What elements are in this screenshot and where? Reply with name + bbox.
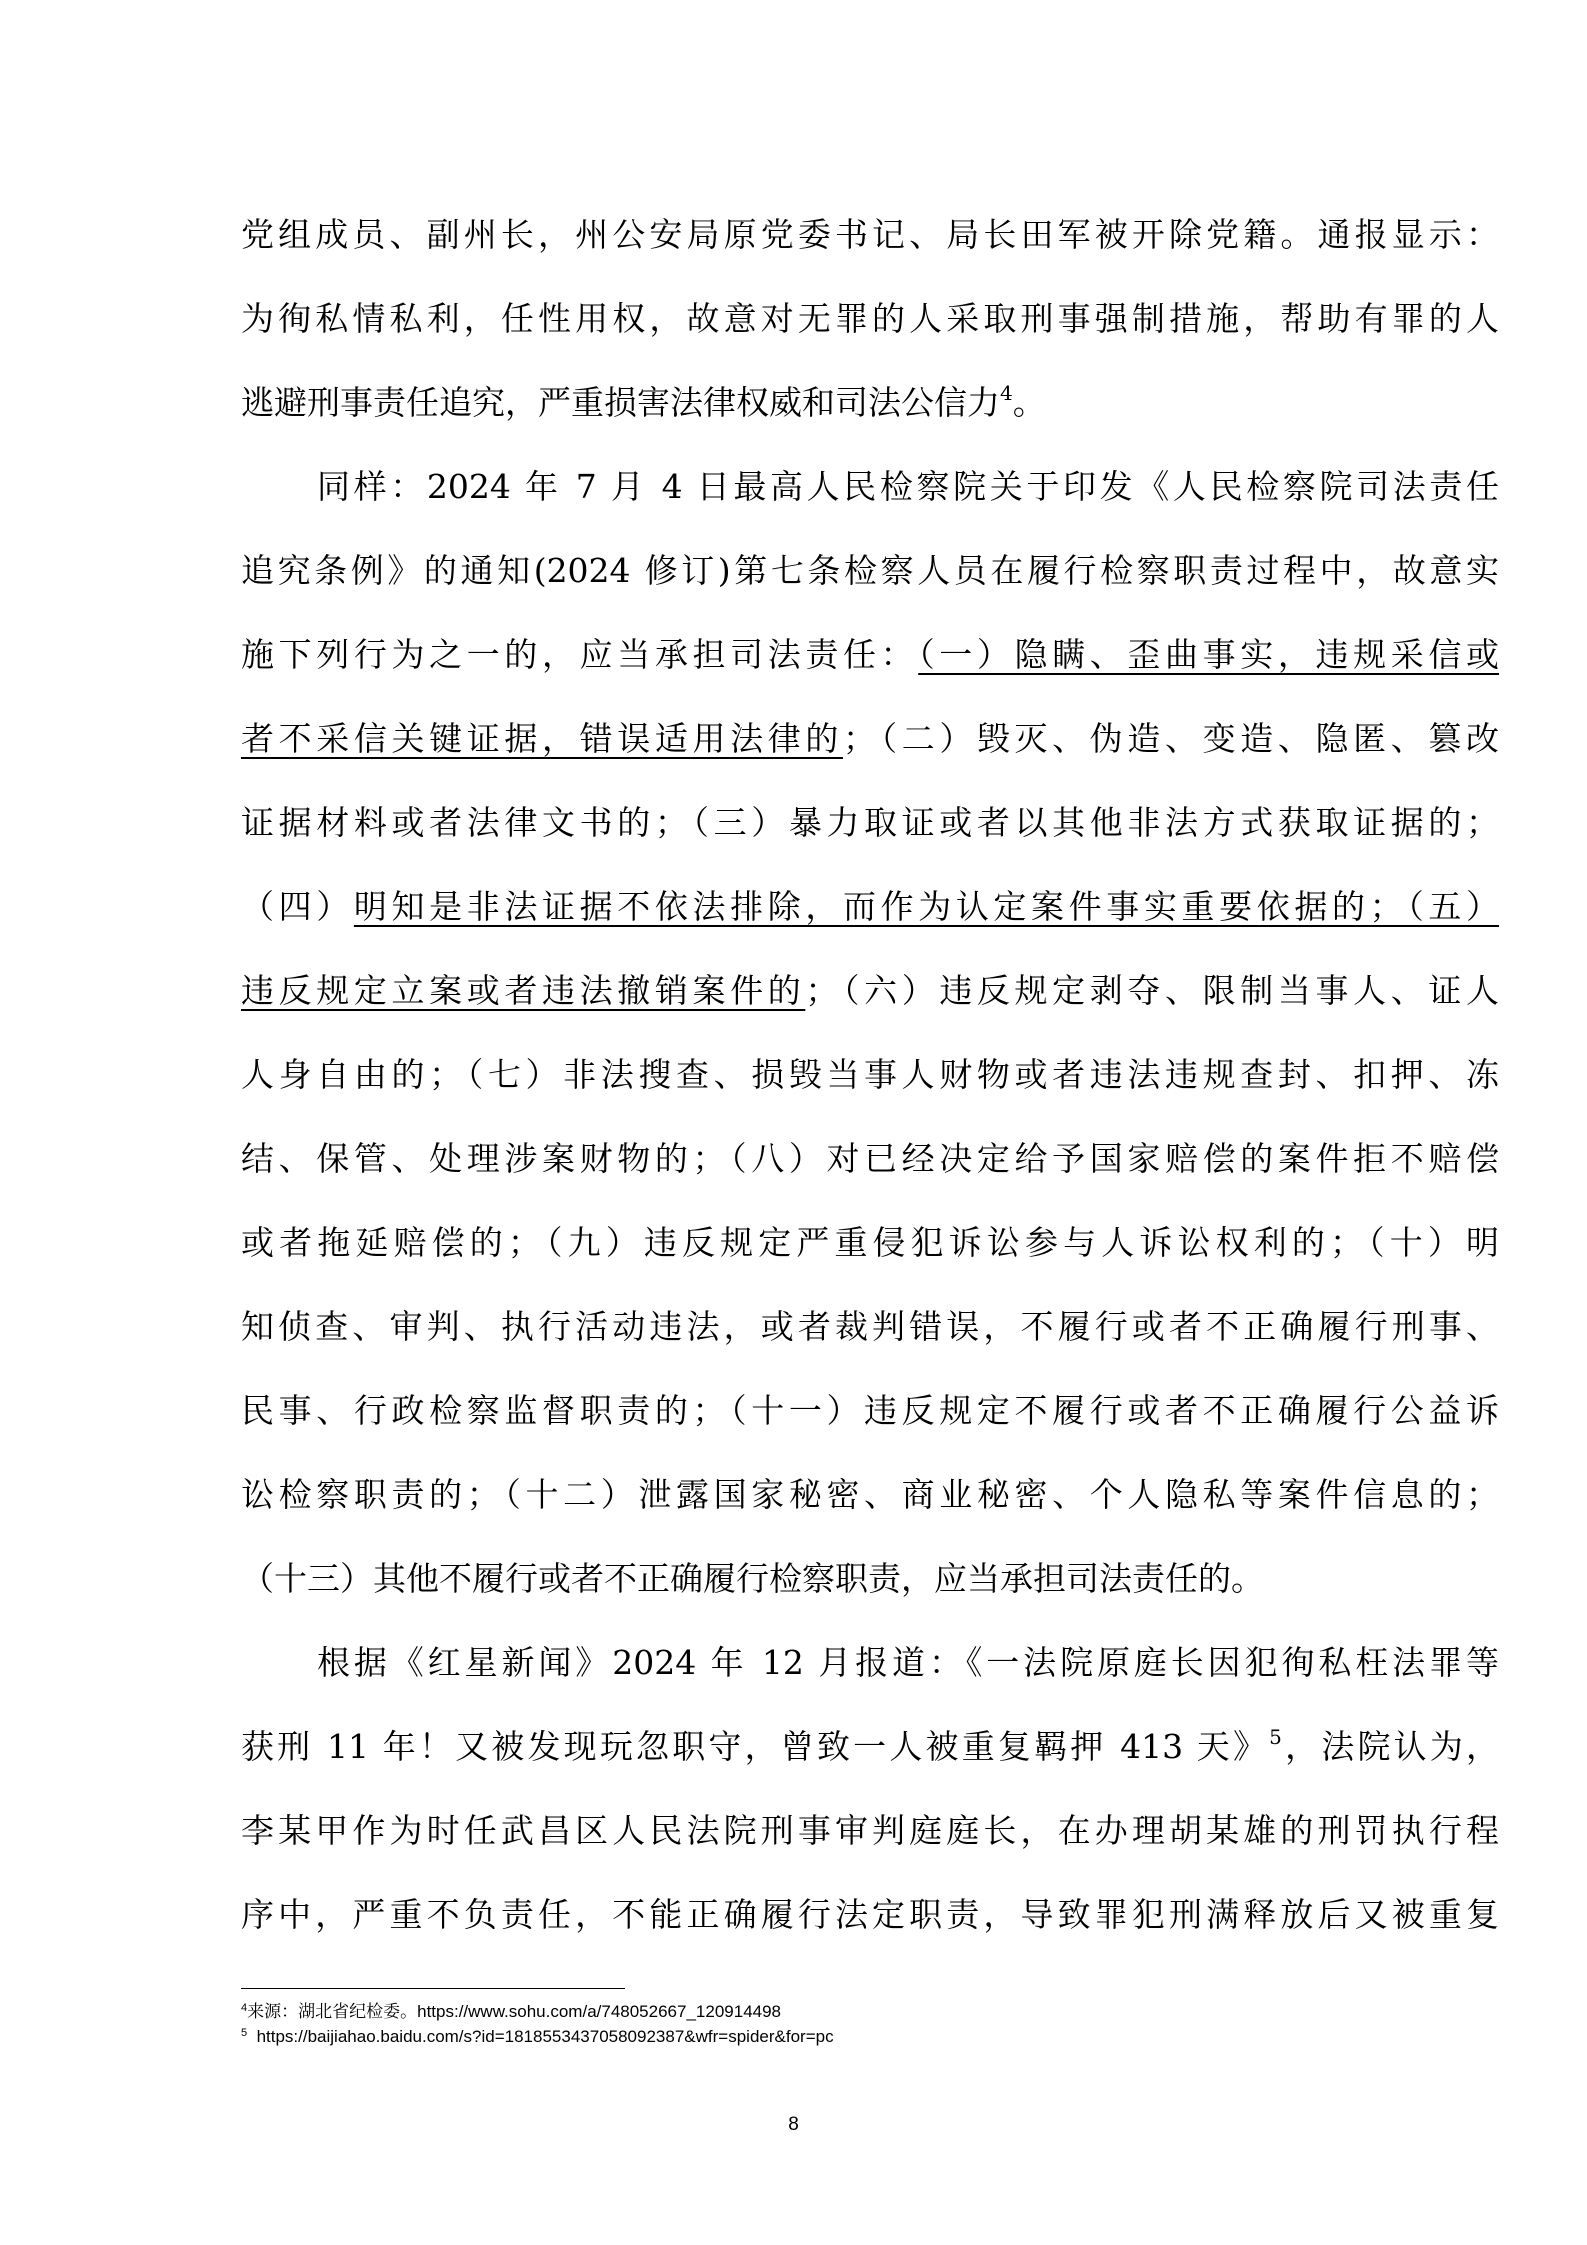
underlined-text: 者不采信关键证据，错误适用法律的: [241, 719, 843, 758]
footnote-5: $^5$ https://baijiahao.baidu.com/s?id=1818553437058092387&wfr=spider&for=pc: [241, 2027, 834, 2046]
footnote-ref-4[interactable]: 4: [1000, 381, 1013, 405]
text-line: 李某甲作为时任武昌区人民法院刑事审判庭庭长，在办理胡某雄的刑罚执行程: [241, 1811, 1499, 1850]
text-line: 或者拖延赔偿的；（九）违反规定严重侵犯诉讼参与人诉讼权利的；（十）明: [241, 1223, 1499, 1262]
text-line: 党组成员、副州长，州公安局原党委书记、局长田军被开除党籍。通报显示：: [241, 215, 1499, 254]
underlined-text: 违反规定立案或者违法撤销案件的: [241, 971, 806, 1010]
text-line: 知侦查、审判、执行活动违法，或者裁判错误，不履行或者不正确履行刑事、: [241, 1307, 1499, 1346]
text-line: 逃避刑事责任追究，严重损害法律权威和司法公信力$^4$。: [241, 381, 1046, 422]
footnote-separator: [241, 1988, 625, 1989]
text-line: 讼检察职责的；（十二）泄露国家秘密、商业秘密、个人隐私等案件信息的；: [241, 1475, 1499, 1514]
footnote-text: https://baijiahao.baidu.com/s?id=1818553437058092387&wfr=spider&for=pc: [247, 2027, 834, 2046]
footnote-ref-5[interactable]: 5: [1269, 1725, 1282, 1749]
text-line: 民事、行政检察监督职责的；（十一）违反规定不履行或者不正确履行公益诉: [241, 1391, 1499, 1430]
footnote-4: $^4$来源：湖北省纪检委。https://www.sohu.com/a/748052667_120914498: [241, 2002, 782, 2021]
text-line: 根据《红星新闻》2024 年 12 月报道：《一法院原庭长因犯徇私枉法罪等: [317, 1643, 1499, 1682]
underlined-text: （一）隐瞒、歪曲事实，违规采信或: [918, 635, 1500, 674]
page-number: 8: [788, 2114, 799, 2135]
footnote-text: 来源：湖北省纪检委。https://www.sohu.com/a/748052667_120914498: [247, 2002, 782, 2021]
text-line: 序中，严重不负责任，不能正确履行法定职责，导致罪犯刑满释放后又被重复: [241, 1895, 1499, 1934]
text-line: 获刑 11 年！又被发现玩忽职守，曾致一人被重复羁押 413 天》$^5$，法院认为，: [241, 1725, 1500, 1766]
text-line: 违反规定立案或者违法撤销案件的；（六）违反规定剥夺、限制当事人、证人: [241, 971, 1500, 1010]
text-line: 者不采信关键证据，错误适用法律的；（二）毁灭、伪造、变造、隐匿、篡改: [241, 719, 1500, 758]
text-line: 结、保管、处理涉案财物的；（八）对已经决定给予国家赔偿的案件拒不赔偿: [241, 1139, 1499, 1178]
text-line: 追究条例》的通知(2024 修订)第七条检察人员在履行检察职责过程中，故意实: [241, 551, 1499, 590]
text-line: （十三）其他不履行或者不正确履行检察职责，应当承担司法责任的。: [241, 1559, 1264, 1598]
text-line: 人身自由的；（七）非法搜查、损毁当事人财物或者违法违规查封、扣押、冻: [241, 1055, 1499, 1094]
text-line: 同样：2024 年 7 月 4 日最高人民检察院关于印发《人民检察院司法责任: [317, 467, 1499, 506]
text-line: 证据材料或者法律文书的；（三）暴力取证或者以其他非法方式获取证据的；: [241, 803, 1499, 842]
underlined-text: 明知是非法证据不依法排除，而作为认定案件事实重要依据的；（五）: [353, 887, 1500, 926]
text-line: （四）明知是非法证据不依法排除，而作为认定案件事实重要依据的；（五）: [241, 887, 1500, 926]
text-line: 为徇私情私利，任性用权，故意对无罪的人采取刑事强制措施，帮助有罪的人: [241, 299, 1499, 338]
text-line: 施下列行为之一的，应当承担司法责任：（一）隐瞒、歪曲事实，违规采信或: [241, 635, 1500, 674]
